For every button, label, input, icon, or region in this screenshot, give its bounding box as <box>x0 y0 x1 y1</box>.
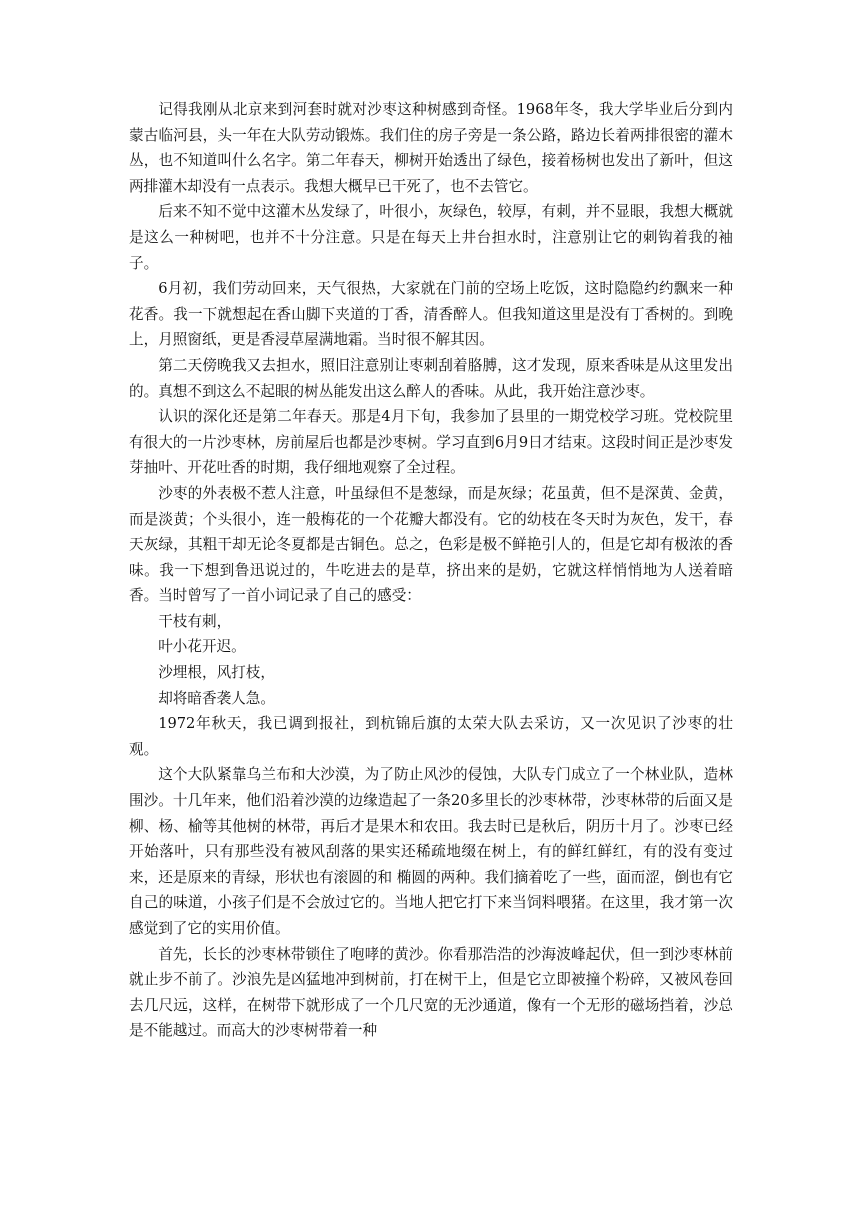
paragraph-sand-barrier: 首先，长长的沙枣林带锁住了咆哮的黄沙。你看那浩浩的沙海波峰起伏，但一到沙枣林前就止步不前了。沙浪先是凶猛地冲到树前，打在树干上，但是它立即被撞个粉碎，又被风卷回去几尺远，这样，在树带下就形成了一个几尺宽的无沙通道，像有一个无形的磁场挡着，沙总是不能越过。而高大的沙枣树带着一种 <box>129 945 733 1040</box>
paragraph-fragrance: 6月初，我们劳动回来，天气很热，大家就在门前的空场上吃饭，这时隐隐约约飘来一种花香。我一下就想起在香山脚下夹道的丁香，清香醉人。但我知道这里是没有丁香树的。到晚上，月照窗纸，更是香浸草屋满地霜。当时很不解其因。 <box>129 280 733 349</box>
paragraph-forest-belt: 这个大队紧靠乌兰布和大沙漠，为了防止风沙的侵蚀，大队专门成立了一个林业队，造林围沙。十几年来，他们沿着沙漠的边缘造起了一条20多里长的沙枣林带，沙枣林带的后面又是柳、杨、榆等其他树的林带，再后才是果木和农田。我去时已是秋后，阴历十月了。沙枣已经开始落叶，只有那些没有被风刮落的果实还稀疏地缀在树上，有的鲜红鲜红，有的没有变过来，还是原来的青绿，形状也有滚圆的和 椭圆的两种。我们摘着吃了一些，面而涩，倒也有它自己的味道，小孩子们是不会放过它的。当地人把它打下来当饲料喂猪。在这里，我才第一次感觉到了它的实用价值。 <box>129 766 733 937</box>
poem-line-1: 干枝有刺， <box>158 612 232 630</box>
paragraph-discovery: 第二天傍晚我又去担水，照旧注意别让枣刺刮着胳膊，这才发现，原来香味是从这里发出的。真想不到这么不起眼的树丛能发出这么醉人的香味。从此，我开始注意沙枣。 <box>129 356 733 400</box>
paragraph-arrival: 记得我刚从北京来到河套时就对沙枣这种树感到奇怪。1968年冬，我大学毕业后分到内蒙古临河县，头一年在大队劳动锻炼。我们住的房子旁是一条公路，路边长着两排很密的灌木丛，也不知道叫什么名字。第二年春天，柳树开始透出了绿色，接着杨树也发出了新叶，但这两排灌木却没有一点表示。我想大概早已干死了，也不去管它。 <box>129 101 733 195</box>
poem-line-3: 沙埋根，风打枝， <box>158 664 275 682</box>
paragraph-party-school: 认识的深化还是第二年春天。那是4月下旬，我参加了县里的一期党校学习班。党校院里有很大的一片沙枣林，房前屋后也都是沙枣树。学习直到6月9日才结束。这段时间正是沙枣发芽抽叶、开花吐香的时期，我仔细地观察了全过程。 <box>129 408 733 477</box>
paragraph-1972-visit: 1972年秋天，我已调到报社，到杭锦后旗的太荣大队去采访，又一次见识了沙枣的壮观。 <box>129 715 733 758</box>
paragraph-appearance: 沙枣的外表极不惹人注意，叶虽绿但不是葱绿，而是灰绿；花虽黄，但不是深黄、金黄，而是淡黄；个头很小，连一般梅花的一个花瓣大都没有。它的幼枝在冬天时为灰色，发干，春天灰绿，其粗干却无论冬夏都是古铜色。总之，色彩是极不鲜艳引人的，但是它却有极浓的香味。我一下想到鲁迅说过的，牛吃进去的是草，挤出来的是奶，它就这样悄悄地为人送着暗香。当时曾写了一首小词记录了自己的感受： <box>129 484 733 605</box>
paragraph-shrubs-turn-green: 后来不知不觉中这灌木丛发绿了，叶很小，灰绿色，较厚，有刺，并不显眼，我想大概就是这么一种树吧，也并不十分注意。只是在每天上井台担水时，注意别让它的刺钩着我的袖子。 <box>129 203 733 272</box>
poem-line-4: 却将暗香袭人急。 <box>158 689 275 707</box>
poem-line-2: 叶小花开迟。 <box>158 638 246 656</box>
document-page <box>129 97 733 1044</box>
